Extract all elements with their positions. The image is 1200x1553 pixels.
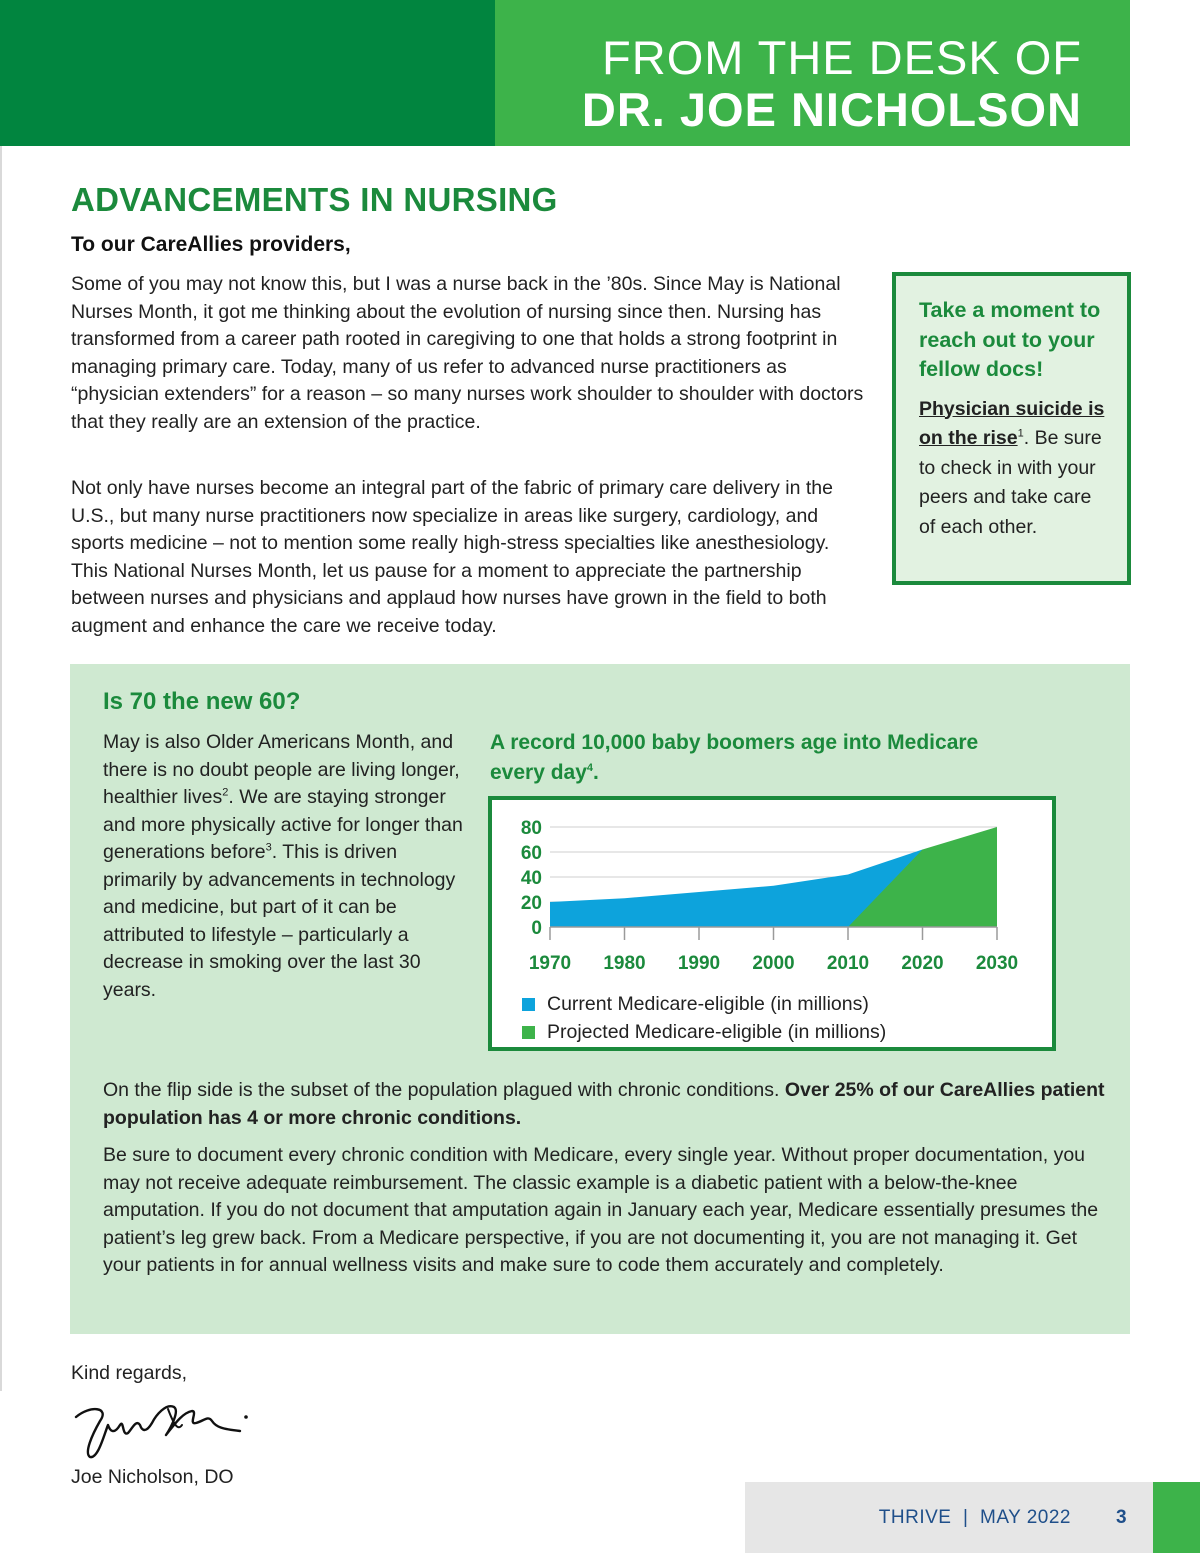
article-paragraph-1: Some of you may not know this, but I was a nurse back in the ’80s. Since May is National Nurses Month, it got me thinking about the evolution of nursing since then. Nursing has transformed from a career path rooted in caregiving to one that holds a strong footprint in managing primary care. Today, many of us refer to advanced nurse practitioners as “physician extenders” for a reason – so many nurses work shoulder to shoulder with doctors that they really are an extension of the practice.: [71, 273, 864, 433]
x-tick-label: 1980: [603, 953, 646, 974]
signer-name: Joe Nicholson, DO: [71, 1466, 234, 1488]
page-number: 3: [1116, 1507, 1127, 1528]
issue-date: MAY 2022: [980, 1507, 1071, 1528]
physician-suicide-link[interactable]: Physician suicide is on the rise: [919, 397, 1105, 449]
x-tick-label: 2010: [826, 953, 870, 974]
legend-swatch-projected: [522, 1026, 535, 1039]
article-heading: ADVANCEMENTS IN NURSING: [71, 181, 558, 218]
x-tick-label: 1990: [677, 953, 721, 974]
chronic-conditions-paragraph: [103, 1077, 1113, 1132]
callout-heading: Take a moment to reach out to your fellow docs!: [919, 298, 1101, 381]
chart-title: [490, 728, 1010, 787]
closing-regards: Kind regards,: [71, 1362, 187, 1384]
left-text-a: May is also Older Americans Month, and there is no doubt people are living longer, healthier lives: [103, 731, 460, 808]
y-tick-label: 60: [520, 843, 542, 864]
section-box: [70, 664, 1130, 1334]
signature-image: [70, 1395, 260, 1461]
left-text-c: . This is driven primarily by advancements in technology and medicine, but part of it can be attributed to lifestyle – particularly a decrease in smoking over the last 30 years.: [103, 841, 456, 1001]
documentation-paragraph: Be sure to document every chronic condition with Medicare, every single year. Without proper documentation, you may not receive adequate reimbursement. The classic example is a diabetic patient with a below-the-knee amputation. If you do not document that amputation again in January each year, Medicare essentially presumes the patient’s leg grew back. From a Medicare perspective, if you are not documenting it, you are not managing it. Get your patients in for annual wellness visits and make sure to code them accurately and completely.: [103, 1144, 1099, 1276]
chronic-text: On the flip side is the subset of the population plagued with chronic conditions.: [103, 1079, 785, 1101]
y-tick-label: 40: [520, 868, 542, 889]
left-text-b: . We are staying stronger and more physically active for longer than generations before: [103, 786, 463, 863]
article-paragraph-2-text: Not only have nurses become an integral part of the fabric of primary care delivery in the U.S., but many nurse practitioners now specialize in areas like surgery, cardiology, and sports medicine – not to mention some really high-stress specialties like anesthesiology. This National Nurses Month, let us pause for a moment to appreciate the partnership between nurses and physicians and applaud how nurses have grown in the field to both augment and enhance the care we receive today.: [71, 477, 833, 637]
footer-publication: [879, 1507, 1071, 1529]
legend-label-projected: Projected Medicare-eligible (in millions): [547, 1020, 887, 1043]
page-header: [582, 32, 1082, 136]
salutation: To our CareAllies providers,: [71, 233, 351, 256]
section-heading: Is 70 the new 60?: [103, 688, 301, 715]
footer-accent: [1153, 1482, 1200, 1553]
callout-body: . Be sure to check in with your peers and take care of each other.: [919, 427, 1102, 538]
header-line1: FROM THE DESK OF: [602, 31, 1082, 84]
y-tick-label: 0: [531, 918, 542, 939]
y-tick-label: 20: [520, 893, 542, 914]
section-left-paragraph: [103, 729, 463, 1004]
y-tick-label: 80: [520, 818, 542, 839]
chart-title-end: .: [593, 760, 599, 784]
x-tick-label: 2020: [901, 953, 944, 974]
chronic-emphasis: Over 25% of our CareAllies patient population has 4 or more chronic conditions.: [103, 1079, 1105, 1129]
x-tick-label: 2030: [975, 953, 1019, 974]
publication-name: THRIVE: [878, 1507, 952, 1528]
legend-label-current: Current Medicare-eligible (in millions): [547, 992, 869, 1015]
x-tick-label: 1970: [528, 953, 572, 974]
chart-frame: [488, 796, 1056, 1051]
page-edge-divider: [0, 146, 2, 1391]
callout-text: [919, 395, 1113, 543]
footnote-ref: 4: [586, 761, 594, 774]
header-band-dark: [0, 0, 495, 146]
x-tick-label: 2000: [752, 953, 795, 974]
footnote-ref: 1: [1017, 427, 1024, 440]
footer-separator: |: [963, 1507, 969, 1528]
legend-item-current: [522, 990, 886, 1018]
legend-item-projected: [522, 1018, 886, 1046]
footnote-ref: 3: [265, 841, 272, 854]
chart-legend: [522, 990, 886, 1046]
callout-box: [892, 272, 1131, 585]
chart-title-text: A record 10,000 baby boomers age into Medicare every day: [490, 731, 979, 784]
footnote-ref: 2: [222, 786, 229, 799]
legend-swatch-current: [522, 998, 535, 1011]
header-author: DR. JOE NICHOLSON: [581, 83, 1082, 136]
